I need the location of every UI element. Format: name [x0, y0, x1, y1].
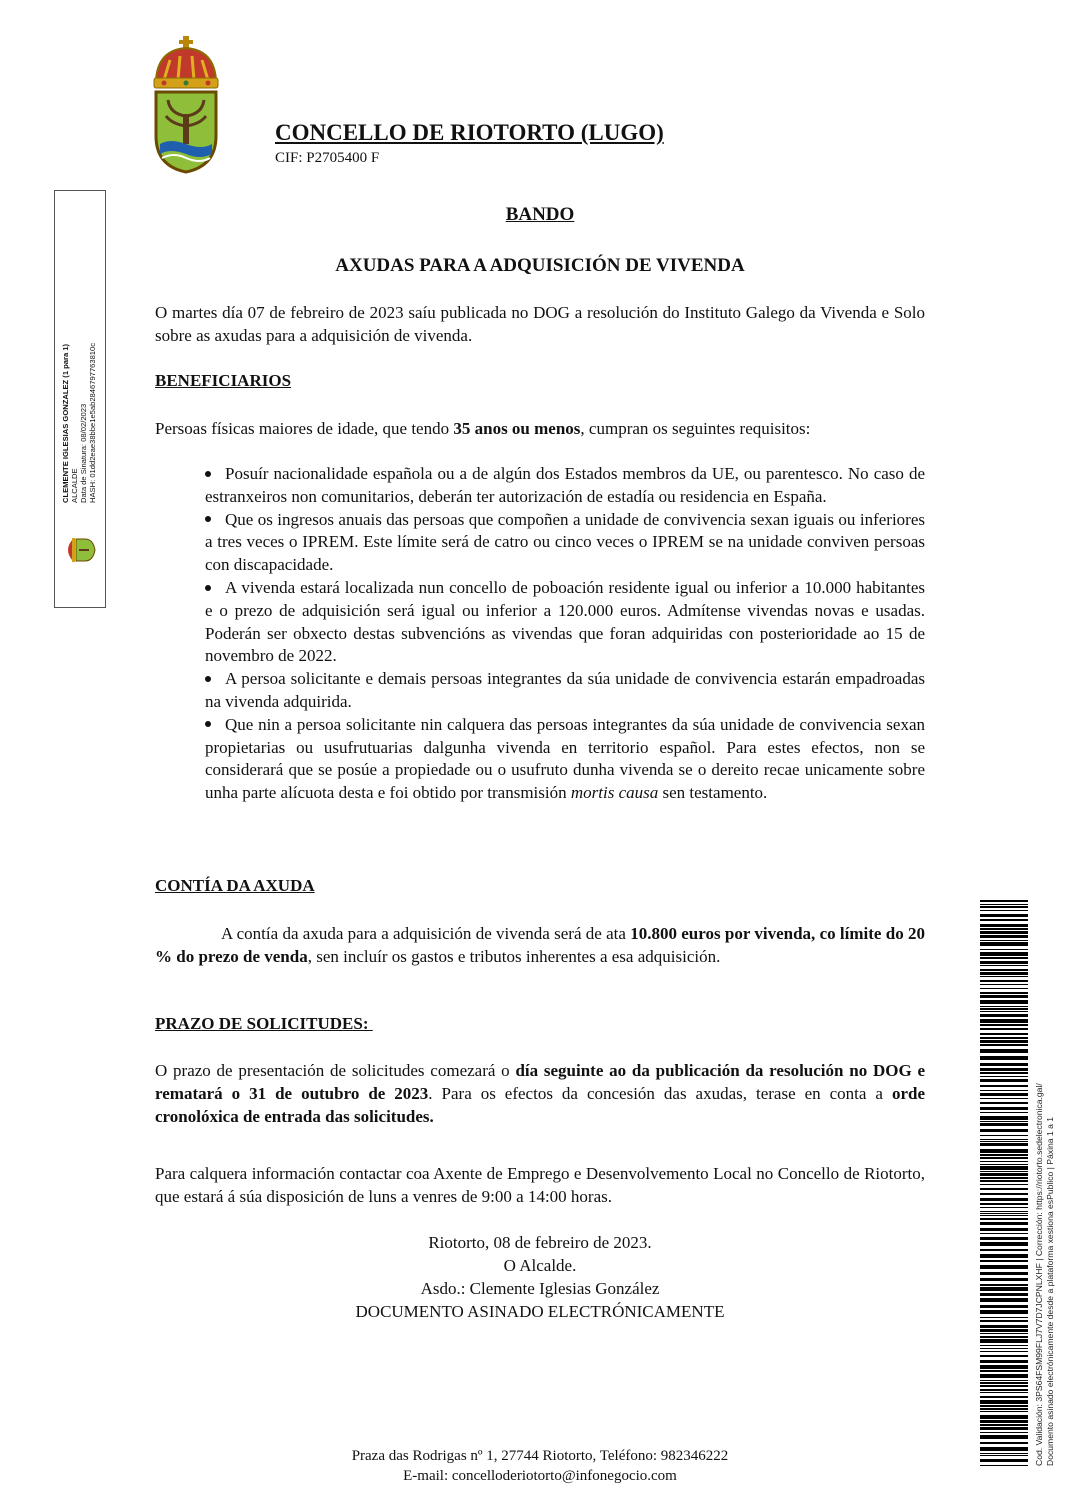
contact-info-text: Para calquera información contactar coa Axente de Emprego e Desenvolvemento Local no Concello de Riotorto, que estará á súa disposición de luns a venres de 9:00 a 14:00 horas. — [155, 1164, 925, 1206]
bullet-icon — [205, 676, 211, 682]
prazo-heading: PRAZO DE SOLICITUDES: — [155, 1014, 373, 1033]
list-item: A persoa solicitante e demais persoas integrantes da súa unidade de convivencia estarán empadroadas na vivenda adquirida. — [205, 669, 925, 711]
closing-signature-block — [155, 1231, 925, 1323]
stamp-date: Data de Sinatura: 08/02/2023 — [79, 403, 88, 503]
municipal-crest — [150, 36, 222, 174]
bullet-icon — [205, 721, 211, 727]
stamp-hash: HASH: 01dd2eae38bbe1e5ab2846797763810c — [88, 342, 97, 503]
intro-paragraph: O martes día 07 de febreiro de 2023 saíu publicada no DOG a resolución do Instituto Galego da Vivenda e Solo sobre as axudas para a adquisición de vivenda. — [155, 303, 925, 345]
validation-barcode-icon — [980, 900, 1028, 1466]
contia-text: A contía da axuda para a adquisición de vivenda será de ata 10.800 euros por vivenda, co límite do 20 % do prezo de venda, sen incluír os gastos e tributos inherentes a esa adquisición. — [155, 924, 925, 966]
closing-place-date: Riotorto, 08 de febreiro de 2023. — [428, 1233, 652, 1252]
stamp-role: ALCALDE — [70, 468, 79, 503]
requirements-list — [205, 463, 925, 805]
footer-email: E-mail: concelloderiotorto@infonegocio.com — [403, 1468, 677, 1484]
validation-line-1: Cod. Validación: 3PS64FSM99FLJ7V7D7JCPNLXHF | Corrección: https://riotorto.sedelectronica.gal/ — [1034, 1083, 1044, 1466]
closing-signed-by: Asdo.: Clemente Iglesias González — [420, 1279, 660, 1298]
page-footer — [155, 1446, 925, 1486]
bullet-icon — [205, 516, 211, 522]
contia-heading: CONTÍA DA AXUDA — [155, 876, 315, 895]
beneficiarios-heading: BENEFICIARIOS — [155, 371, 292, 390]
list-item: A vivenda estará localizada nun concello de poboación residente igual ou inferior a 10.000 habitantes e o prezo de adquisición será igual ou inferior a 120.000 euros. Admítense vivendas novas e usadas. Poderán ser obxecto destas subvencións as vivendas que foran adquiridas con posterioridade ao 15 de novembro de 2022. — [205, 577, 925, 666]
closing-signer-title: O Alcalde. — [503, 1256, 577, 1275]
signature-stamp-text — [61, 103, 97, 503]
closing-electronic-note: DOCUMENTO ASINADO ELECTRÓNICAMENTE — [355, 1302, 725, 1321]
validation-line-2: Documento asinado electrónicamente desde a plataforma xestiona esPublico | Páxina 1 a 1 — [1045, 1116, 1055, 1466]
bullet-icon — [205, 585, 211, 591]
bullet-icon — [205, 471, 211, 477]
organization-name: CONCELLO DE RIOTORTO (LUGO) — [275, 120, 664, 145]
document-type: BANDO — [505, 204, 575, 225]
list-item: Que nin a persoa solicitante nin calquera das persoas integrantes da súa unidade de convivencia sexan propietarias ou usufrutuarias dalgunha vivenda en territorio español. Para estes efectos, non se considerará que se posúe a propiedade ou o usufruto dunha vivenda se o dereito recae unicamente sobre unha parte alícuota desta e foi obtido por transmisión mortis causa sen testamento. — [205, 714, 925, 803]
validation-text — [1034, 896, 1056, 1466]
footer-address: Praza das Rodrigas nº 1, 27744 Riotorto, Teléfono: 982346222 — [351, 1448, 729, 1464]
signature-stamp — [54, 190, 106, 608]
organization-cif: CIF: P2705400 F — [275, 150, 380, 166]
prazo-text: O prazo de presentación de solicitudes comezará o día seguinte ao da publicación da resolución no DOG e rematará o 31 de outubro de 2023. Para os efectos da concesión das axudas, terase en conta a orde cronolóxica de entrada das solicitudes. — [155, 1061, 925, 1126]
list-item: Que os ingresos anuais das persoas que compoñen a unidade de convivencia sexan iguais ou inferiores a tres veces o IPREM. Este límite será de catro ou cinco veces o IPREM se na unidade conviven persoas con discapacidade. — [205, 509, 925, 575]
list-item: Posuír nacionalidade española ou a de algún dos Estados membros da UE, ou parentesco. No caso de estranxeiros non comunitarios, deberán ter autorización de estadía ou residencia en España. — [205, 464, 925, 506]
document-title: AXUDAS PARA A ADQUISICIÓN DE VIVENDA — [335, 255, 745, 276]
stamp-crest-icon — [63, 535, 97, 565]
beneficiarios-text: Persoas físicas maiores de idade, que tendo 35 anos ou menos, cumpran os seguintes requisitos: — [155, 419, 811, 438]
stamp-signer: CLEMENTE IGLESIAS GONZALEZ (1 para 1) — [61, 343, 70, 503]
